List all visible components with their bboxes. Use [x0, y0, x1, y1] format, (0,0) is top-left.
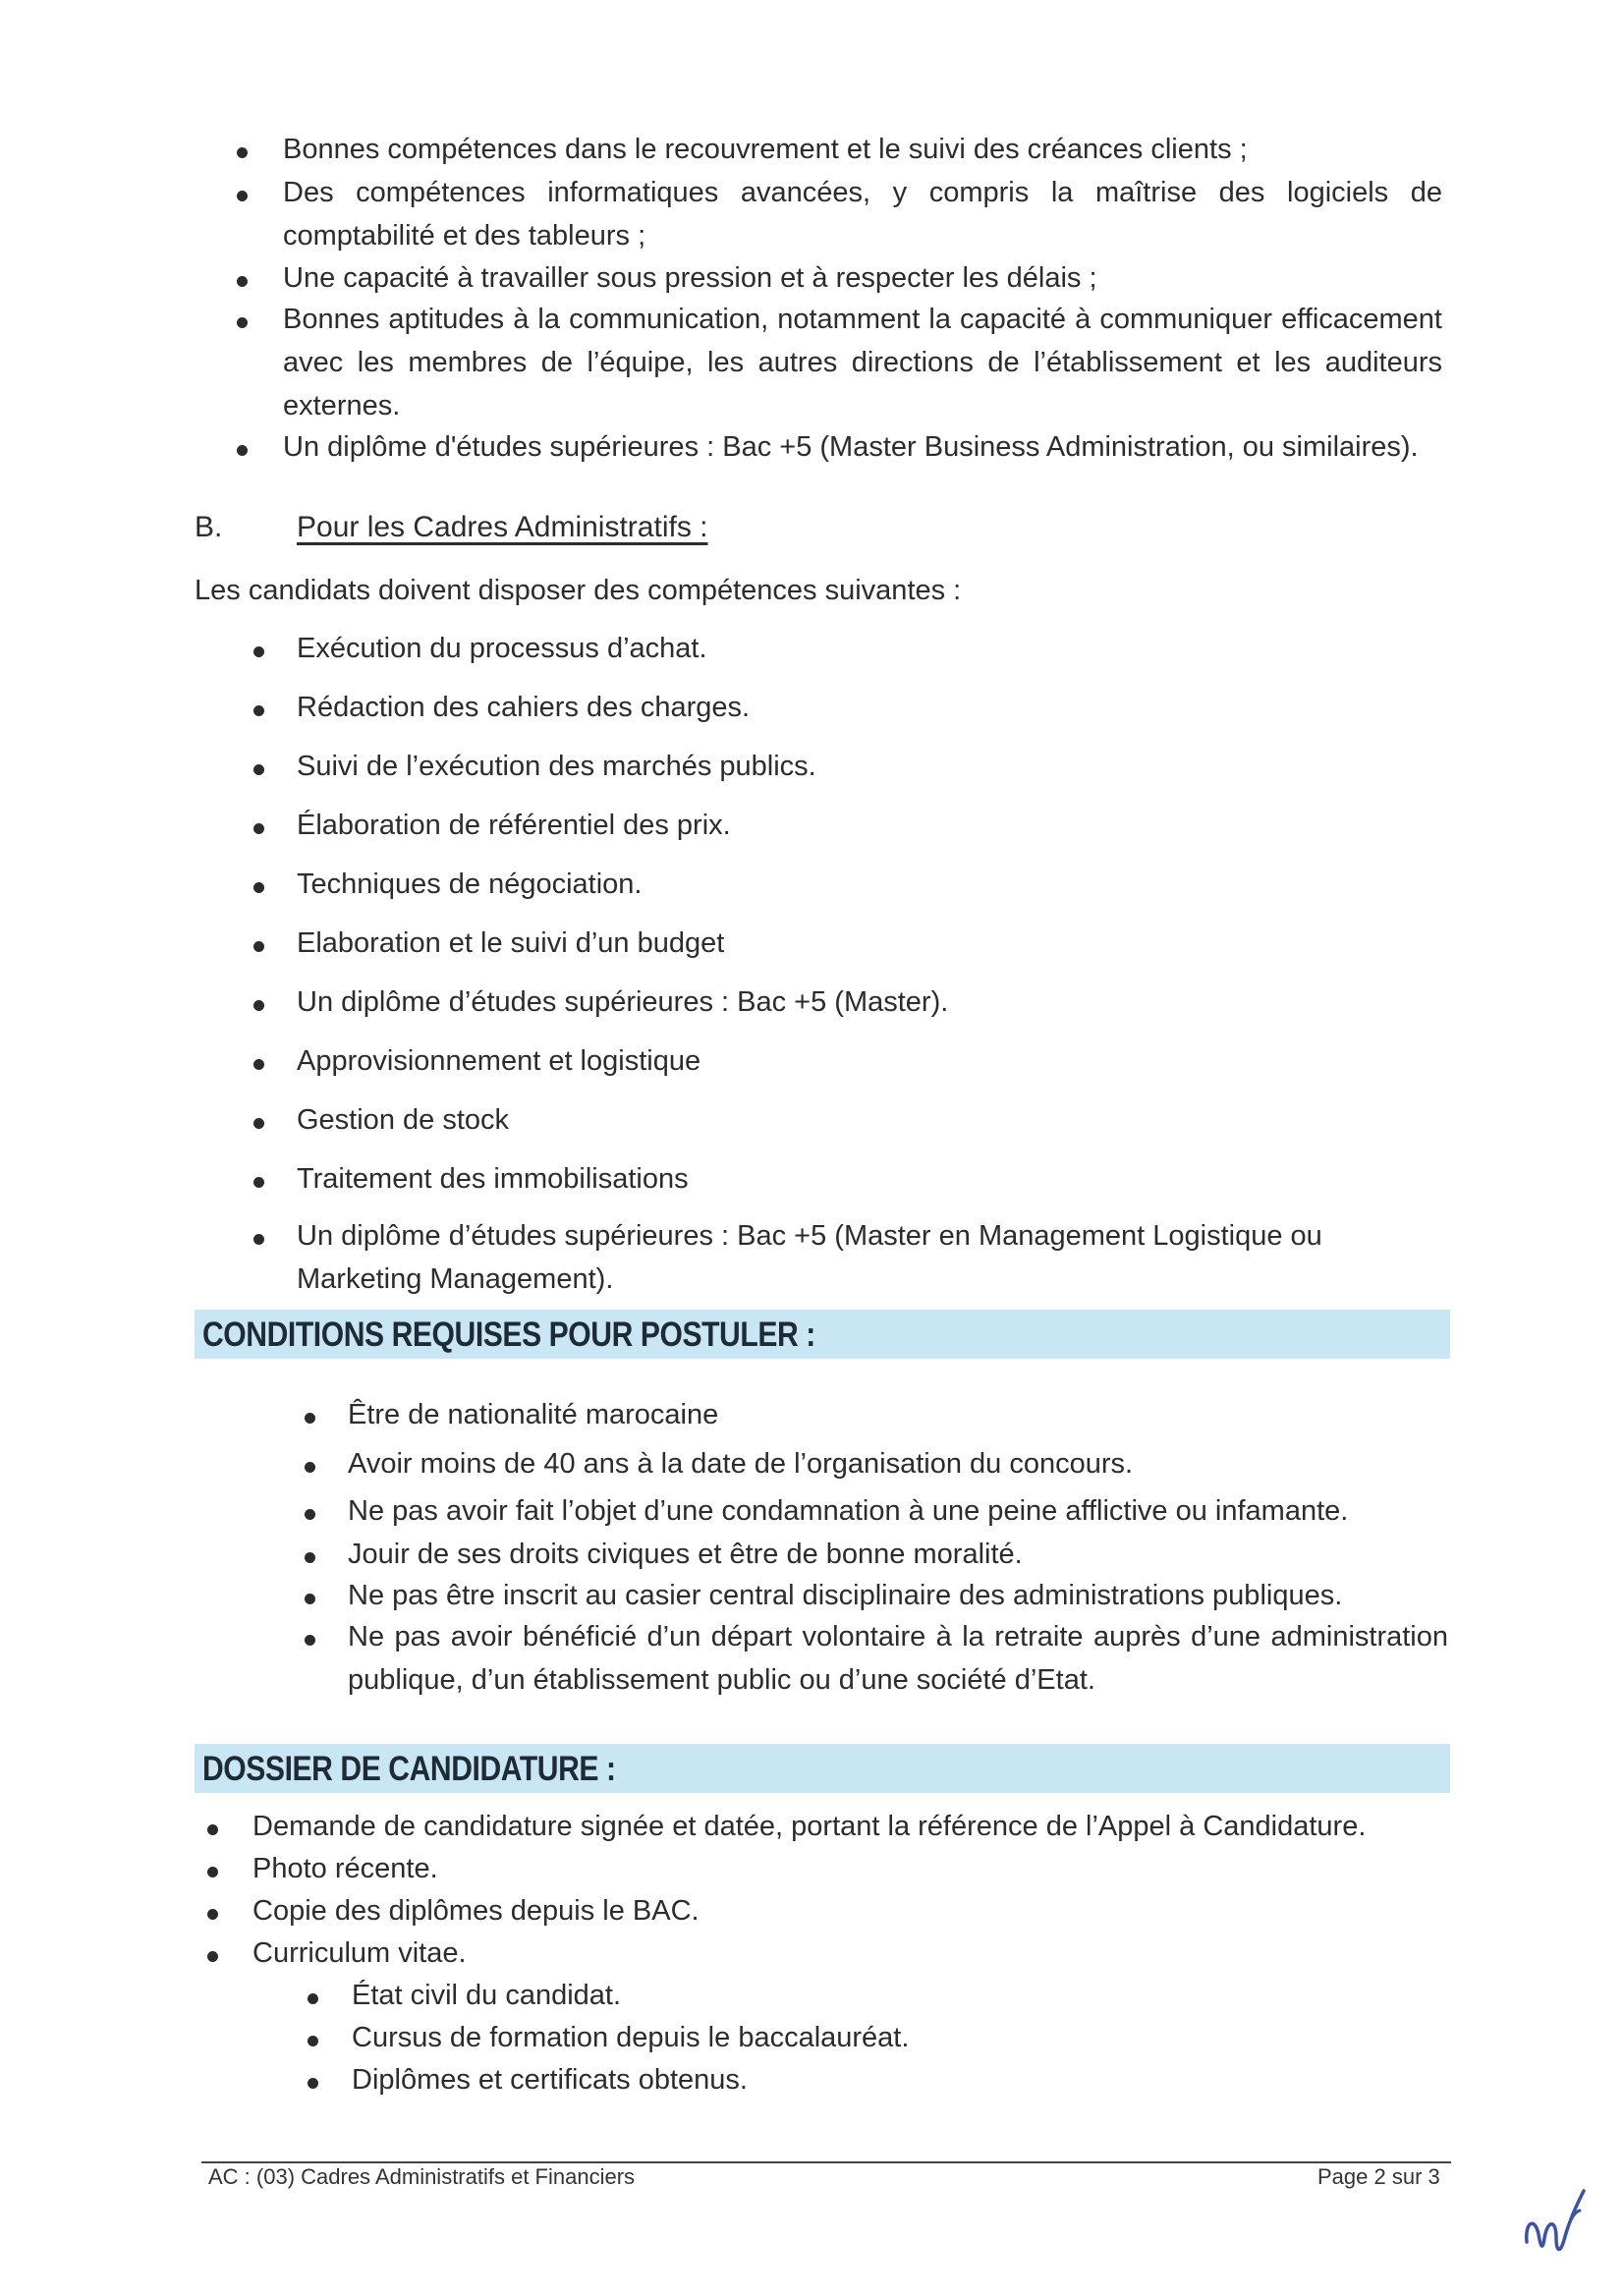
- skills-list-admin: [297, 627, 1446, 1301]
- list-item: Suivi de l’exécution des marchés publics.: [297, 745, 1446, 804]
- list-item: Copie des diplômes depuis le BAC.: [252, 1889, 1431, 1932]
- list-item: Traitement des immobilisations: [297, 1157, 1446, 1214]
- list-item: Un diplôme d’études supérieures : Bac +5 (Master).: [297, 980, 1446, 1039]
- section-title: Pour les Cadres Administratifs :: [297, 511, 708, 543]
- list-item: Être de nationalité marocaine: [348, 1393, 1448, 1442]
- dossier-sublist: [352, 1974, 1432, 2100]
- section-b-heading: [195, 511, 708, 544]
- list-item: Ne pas être inscrit au casier central disciplinaire des administrations publiques.: [348, 1574, 1448, 1615]
- list-item: Approvisionnement et logistique: [297, 1039, 1446, 1098]
- list-item: Bonnes compétences dans le recouvrement et le suivi des créances clients ;: [283, 128, 1442, 171]
- page-number: Page 2 sur 3: [1317, 2164, 1440, 2189]
- list-item: Ne pas avoir bénéficié d’un départ volontaire à la retraite auprès d’une administration publique, d’un établissement public ou d’une société d’Etat.: [348, 1615, 1448, 1702]
- conditions-title: CONDITIONS REQUISES POUR POSTULER :: [202, 1316, 815, 1354]
- list-item: Rédaction des cahiers des charges.: [297, 686, 1446, 745]
- list-item: Une capacité à travailler sous pression et à respecter les délais ;: [283, 256, 1442, 298]
- conditions-list: [348, 1393, 1448, 1702]
- list-item: Photo récente.: [252, 1847, 1431, 1889]
- section-letter: B.: [195, 511, 223, 543]
- list-item: Un diplôme d'études supérieures : Bac +5 (Master Business Administration, ou similaires).: [283, 425, 1442, 469]
- list-item: Exécution du processus d’achat.: [297, 627, 1446, 686]
- list-item: Diplômes et certificats obtenus.: [352, 2058, 1432, 2100]
- list-item: Élaboration de référentiel des prix.: [297, 804, 1446, 863]
- list-item: Des compétences informatiques avancées, y compris la maîtrise des logiciels de comptabilité et des tableurs ;: [283, 171, 1442, 256]
- section-b-intro: Les candidats doivent disposer des compétences suivantes :: [195, 575, 962, 606]
- dossier-heading: [195, 1744, 1450, 1793]
- list-item: Curriculum vitae.: [252, 1932, 1431, 1974]
- list-item: État civil du candidat.: [352, 1974, 1432, 2016]
- list-item: Demande de candidature signée et datée, portant la référence de l’Appel à Candidature.: [252, 1805, 1431, 1847]
- list-item: Ne pas avoir fait l’objet d’une condamnation à une peine afflictive ou infamante.: [348, 1489, 1448, 1533]
- signature-initials: [1521, 2183, 1590, 2271]
- list-item: Techniques de négociation.: [297, 863, 1446, 922]
- list-item: Gestion de stock: [297, 1098, 1446, 1157]
- dossier-title: DOSSIER DE CANDIDATURE :: [202, 1750, 616, 1788]
- list-item: Bonnes aptitudes à la communication, notamment la capacité à communiquer efficacement avec les membres de l’équipe, les autres directions de l’établissement et les auditeurs externes.: [283, 298, 1442, 425]
- dossier-list: [252, 1805, 1431, 1974]
- skills-list-financial: [283, 128, 1442, 469]
- list-item: Un diplôme d’études supérieures : Bac +5 (Master en Management Logistique ou Marketing Management).: [297, 1214, 1446, 1301]
- list-item: Avoir moins de 40 ans à la date de l’organisation du concours.: [348, 1442, 1448, 1489]
- conditions-heading: [195, 1310, 1450, 1359]
- list-item: Elaboration et le suivi d’un budget: [297, 922, 1446, 980]
- footer-divider: [201, 2161, 1451, 2163]
- footer-reference: AC : (03) Cadres Administratifs et Financiers: [208, 2164, 636, 2189]
- list-item: Cursus de formation depuis le baccalauréat.: [352, 2016, 1432, 2058]
- list-item: Jouir de ses droits civiques et être de bonne moralité.: [348, 1533, 1448, 1574]
